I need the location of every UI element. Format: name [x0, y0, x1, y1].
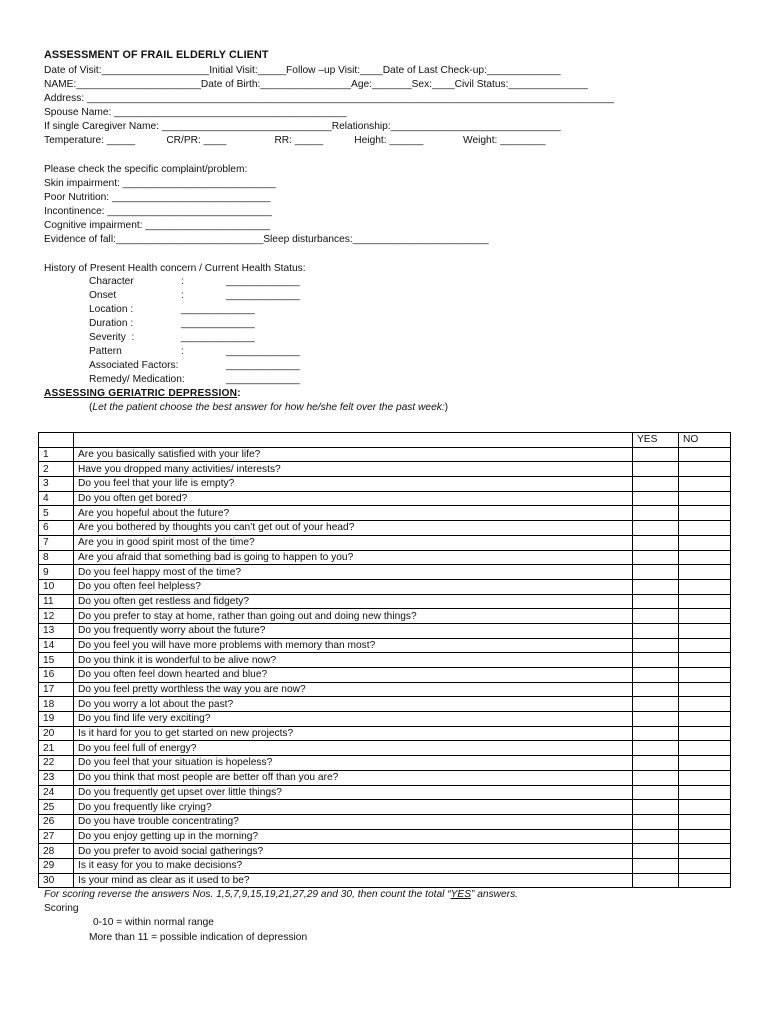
- no-answer-cell[interactable]: [679, 712, 731, 727]
- no-answer-cell[interactable]: [679, 623, 731, 638]
- question-number: 21: [39, 741, 74, 756]
- table-row: [39, 653, 731, 668]
- gds-heading-text: ASSESSING GERIATRIC DEPRESSION: [44, 388, 238, 399]
- no-answer-cell[interactable]: [679, 462, 731, 477]
- history-blank[interactable]: _____________: [226, 374, 300, 385]
- question-number: 23: [39, 770, 74, 785]
- no-answer-cell[interactable]: [679, 550, 731, 565]
- yes-answer-cell[interactable]: [633, 653, 679, 668]
- yes-answer-cell[interactable]: [633, 712, 679, 727]
- yes-answer-cell[interactable]: [633, 756, 679, 771]
- yes-answer-cell[interactable]: [633, 609, 679, 624]
- question-number: 13: [39, 623, 74, 638]
- yes-answer-cell[interactable]: [633, 814, 679, 829]
- no-answer-cell[interactable]: [679, 447, 731, 462]
- spouse-name-field[interactable]: Spouse Name: _________________________________________: [44, 107, 347, 118]
- cognitive-impairment-field[interactable]: Cognitive impairment: ______________________: [44, 220, 270, 231]
- no-answer-cell[interactable]: [679, 844, 731, 859]
- question-number: 4: [39, 491, 74, 506]
- question-text: Do you often get bored?: [74, 491, 633, 506]
- history-blank[interactable]: _____________: [181, 304, 255, 315]
- scoring-note: [44, 888, 518, 902]
- table-row: [39, 814, 731, 829]
- question-number: 5: [39, 506, 74, 521]
- question-text: Do you often feel down hearted and blue?: [74, 668, 633, 683]
- history-label: Character: [89, 276, 134, 287]
- question-text: Do you find life very exciting?: [74, 712, 633, 727]
- no-answer-cell[interactable]: [679, 873, 731, 888]
- yes-answer-cell[interactable]: [633, 785, 679, 800]
- no-answer-cell[interactable]: [679, 800, 731, 815]
- score-normal-range: 0-10 = within normal range: [93, 917, 214, 928]
- gds-instruction-text: Let the patient choose the best answer for how he/she felt over the past week:: [92, 402, 445, 413]
- question-text: Do you prefer to stay at home, rather than going out and doing new things?: [74, 609, 633, 624]
- complaints-heading: Please check the specific complaint/problem:: [44, 164, 248, 175]
- no-answer-cell[interactable]: [679, 668, 731, 683]
- no-answer-cell[interactable]: [679, 770, 731, 785]
- question-text: Do you have trouble concentrating?: [74, 814, 633, 829]
- history-label: Duration :: [89, 318, 134, 329]
- table-row: [39, 638, 731, 653]
- question-text: Do you think it is wonderful to be alive now?: [74, 653, 633, 668]
- history-label: Associated Factors:: [89, 360, 179, 371]
- table-row: [39, 785, 731, 800]
- question-number: 2: [39, 462, 74, 477]
- yes-answer-cell[interactable]: [633, 682, 679, 697]
- caregiver-field[interactable]: If single Caregiver Name: ______________________________Relationship:______________________________: [44, 121, 561, 132]
- question-number: 1: [39, 447, 74, 462]
- yes-answer-cell[interactable]: [633, 858, 679, 873]
- no-answer-cell[interactable]: [679, 506, 731, 521]
- question-number: 12: [39, 609, 74, 624]
- no-answer-cell[interactable]: [679, 829, 731, 844]
- question-text: Are you in good spirit most of the time?: [74, 535, 633, 550]
- question-text: Do you feel that your situation is hopeless?: [74, 756, 633, 771]
- no-answer-cell[interactable]: [679, 579, 731, 594]
- skin-impairment-field[interactable]: Skin impairment: ___________________________: [44, 178, 276, 189]
- poor-nutrition-field[interactable]: Poor Nutrition: ____________________________: [44, 192, 271, 203]
- question-text: Do you feel happy most of the time?: [74, 565, 633, 580]
- no-answer-cell[interactable]: [679, 491, 731, 506]
- scoring-note-after: ” answers.: [471, 889, 519, 900]
- history-heading: History of Present Health concern / Current Health Status:: [44, 263, 306, 274]
- yes-answer-cell[interactable]: [633, 697, 679, 712]
- question-number: 30: [39, 873, 74, 888]
- yes-answer-cell[interactable]: [633, 565, 679, 580]
- scoring-note-before: For scoring reverse the answers Nos. 1,5,7,9,15,19,21,27,29 and 30, then count the total “: [44, 889, 451, 900]
- table-row: [39, 609, 731, 624]
- no-answer-cell[interactable]: [679, 521, 731, 536]
- no-answer-cell[interactable]: [679, 741, 731, 756]
- no-answer-cell[interactable]: [679, 726, 731, 741]
- score-depression-range: More than 11 = possible indication of depression: [89, 932, 308, 943]
- table-row: [39, 521, 731, 536]
- gds-instruction: [89, 401, 448, 415]
- question-text: Have you dropped many activities/ interests?: [74, 462, 633, 477]
- history-label: Remedy/ Medication:: [89, 374, 185, 385]
- question-text: Do you feel that your life is empty?: [74, 477, 633, 492]
- scoring-note-yes: YES: [450, 889, 472, 900]
- no-column-header: NO: [679, 433, 731, 448]
- table-row: [39, 462, 731, 477]
- history-blank[interactable]: _____________: [181, 318, 255, 329]
- no-answer-cell[interactable]: [679, 653, 731, 668]
- table-row: [39, 800, 731, 815]
- table-header-row: [39, 433, 731, 448]
- table-row: [39, 579, 731, 594]
- depression-scale-table: [38, 432, 731, 888]
- no-answer-cell[interactable]: [679, 477, 731, 492]
- question-number: 22: [39, 756, 74, 771]
- yes-answer-cell[interactable]: [633, 638, 679, 653]
- question-text: Is it easy for you to make decisions?: [74, 858, 633, 873]
- question-text: Do you prefer to avoid social gatherings?: [74, 844, 633, 859]
- yes-answer-cell[interactable]: [633, 741, 679, 756]
- question-number: 19: [39, 712, 74, 727]
- table-row: [39, 741, 731, 756]
- question-number: 10: [39, 579, 74, 594]
- header-number-cell: [39, 433, 74, 448]
- history-label: Pattern: [89, 346, 122, 357]
- question-number: 16: [39, 668, 74, 683]
- yes-answer-cell[interactable]: [633, 770, 679, 785]
- name-field[interactable]: NAME:______________________Date of Birth:________________Age:_______Sex:____Civil Status:______________: [44, 79, 588, 90]
- visit-dates-field[interactable]: Date of Visit:___________________Initial Visit:_____Follow –up Visit:____Date of Last Check-up:_____________: [44, 65, 561, 76]
- table-row: [39, 756, 731, 771]
- history-blank[interactable]: _____________: [226, 346, 300, 357]
- history-colon: :: [181, 276, 184, 287]
- question-number: 15: [39, 653, 74, 668]
- incontinence-field[interactable]: Incontinence: _____________________________: [44, 206, 272, 217]
- table-row: [39, 491, 731, 506]
- question-text: Do you frequently get upset over little things?: [74, 785, 633, 800]
- history-label: Location :: [89, 304, 134, 315]
- no-answer-cell[interactable]: [679, 609, 731, 624]
- question-number: 18: [39, 697, 74, 712]
- history-blank[interactable]: _____________: [226, 360, 300, 371]
- history-blank[interactable]: _____________: [226, 290, 300, 301]
- yes-answer-cell[interactable]: [633, 594, 679, 609]
- history-blank[interactable]: _____________: [226, 276, 300, 287]
- no-answer-cell[interactable]: [679, 858, 731, 873]
- question-text: Do you frequently like crying?: [74, 800, 633, 815]
- yes-answer-cell[interactable]: [633, 491, 679, 506]
- question-number: 24: [39, 785, 74, 800]
- question-text: Do you feel full of energy?: [74, 741, 633, 756]
- fall-sleep-field[interactable]: Evidence of fall:__________________________Sleep disturbances:________________________: [44, 234, 489, 245]
- no-answer-cell[interactable]: [679, 535, 731, 550]
- yes-answer-cell[interactable]: [633, 873, 679, 888]
- vital-signs-field[interactable]: Temperature: _____ CR/PR: ____ RR: _____ Height: ______ Weight: ________: [44, 135, 546, 146]
- question-text: Do you enjoy getting up in the morning?: [74, 829, 633, 844]
- yes-answer-cell[interactable]: [633, 521, 679, 536]
- no-answer-cell[interactable]: [679, 697, 731, 712]
- question-text: Are you bothered by thoughts you can’t get out of your head?: [74, 521, 633, 536]
- no-answer-cell[interactable]: [679, 814, 731, 829]
- instruction-close-paren: ): [444, 402, 449, 413]
- question-number: 27: [39, 829, 74, 844]
- question-number: 11: [39, 594, 74, 609]
- table-row: [39, 873, 731, 888]
- table-row: [39, 726, 731, 741]
- question-text: Is it hard for you to get started on new projects?: [74, 726, 633, 741]
- question-number: 17: [39, 682, 74, 697]
- table-row: [39, 682, 731, 697]
- table-row: [39, 844, 731, 859]
- yes-answer-cell[interactable]: [633, 623, 679, 638]
- table-row: [39, 770, 731, 785]
- question-text: Do you worry a lot about the past?: [74, 697, 633, 712]
- history-label: Severity :: [89, 332, 135, 343]
- question-text: Is your mind as clear as it used to be?: [74, 873, 633, 888]
- question-number: 25: [39, 800, 74, 815]
- table-row: [39, 447, 731, 462]
- address-field[interactable]: Address: _____________________________________________________________________________________________: [44, 93, 614, 104]
- question-number: 28: [39, 844, 74, 859]
- question-number: 9: [39, 565, 74, 580]
- question-number: 7: [39, 535, 74, 550]
- table-row: [39, 477, 731, 492]
- question-number: 20: [39, 726, 74, 741]
- table-row: [39, 535, 731, 550]
- yes-answer-cell[interactable]: [633, 829, 679, 844]
- question-number: 8: [39, 550, 74, 565]
- form-title: ASSESSMENT OF FRAIL ELDERLY CLIENT: [44, 49, 269, 61]
- no-answer-cell[interactable]: [679, 565, 731, 580]
- yes-answer-cell[interactable]: [633, 844, 679, 859]
- gds-heading-suffix: :: [237, 388, 241, 399]
- table-row: [39, 594, 731, 609]
- history-colon: :: [181, 290, 184, 301]
- table-row: [39, 565, 731, 580]
- gds-heading: [44, 387, 241, 401]
- question-text: Do you often feel helpless?: [74, 579, 633, 594]
- history-blank[interactable]: _____________: [181, 332, 255, 343]
- instruction-open-paren: (: [89, 402, 93, 413]
- history-colon: :: [181, 346, 184, 357]
- question-number: 3: [39, 477, 74, 492]
- question-number: 6: [39, 521, 74, 536]
- question-text: Are you hopeful about the future?: [74, 506, 633, 521]
- table-row: [39, 697, 731, 712]
- header-question-cell: [74, 433, 633, 448]
- table-row: [39, 506, 731, 521]
- question-text: Do you feel pretty worthless the way you are now?: [74, 682, 633, 697]
- yes-answer-cell[interactable]: [633, 462, 679, 477]
- no-answer-cell[interactable]: [679, 756, 731, 771]
- table-row: [39, 858, 731, 873]
- yes-answer-cell[interactable]: [633, 550, 679, 565]
- table-row: [39, 668, 731, 683]
- yes-answer-cell[interactable]: [633, 579, 679, 594]
- scoring-label: Scoring: [44, 903, 79, 914]
- question-text: Are you basically satisfied with your life?: [74, 447, 633, 462]
- yes-answer-cell[interactable]: [633, 447, 679, 462]
- question-number: 26: [39, 814, 74, 829]
- table-row: [39, 829, 731, 844]
- no-answer-cell[interactable]: [679, 785, 731, 800]
- yes-answer-cell[interactable]: [633, 726, 679, 741]
- yes-answer-cell[interactable]: [633, 506, 679, 521]
- no-answer-cell[interactable]: [679, 594, 731, 609]
- yes-answer-cell[interactable]: [633, 800, 679, 815]
- yes-answer-cell[interactable]: [633, 535, 679, 550]
- no-answer-cell[interactable]: [679, 682, 731, 697]
- question-number: 14: [39, 638, 74, 653]
- table-row: [39, 712, 731, 727]
- question-text: Do you frequently worry about the future?: [74, 623, 633, 638]
- question-text: Do you think that most people are better off than you are?: [74, 770, 633, 785]
- yes-answer-cell[interactable]: [633, 668, 679, 683]
- table-row: [39, 550, 731, 565]
- question-text: Do you feel you will have more problems with memory than most?: [74, 638, 633, 653]
- no-answer-cell[interactable]: [679, 638, 731, 653]
- history-label: Onset: [89, 290, 117, 301]
- yes-column-header: YES: [633, 433, 679, 448]
- question-text: Are you afraid that something bad is going to happen to you?: [74, 550, 633, 565]
- question-text: Do you often get restless and fidgety?: [74, 594, 633, 609]
- yes-answer-cell[interactable]: [633, 477, 679, 492]
- table-row: [39, 623, 731, 638]
- question-number: 29: [39, 858, 74, 873]
